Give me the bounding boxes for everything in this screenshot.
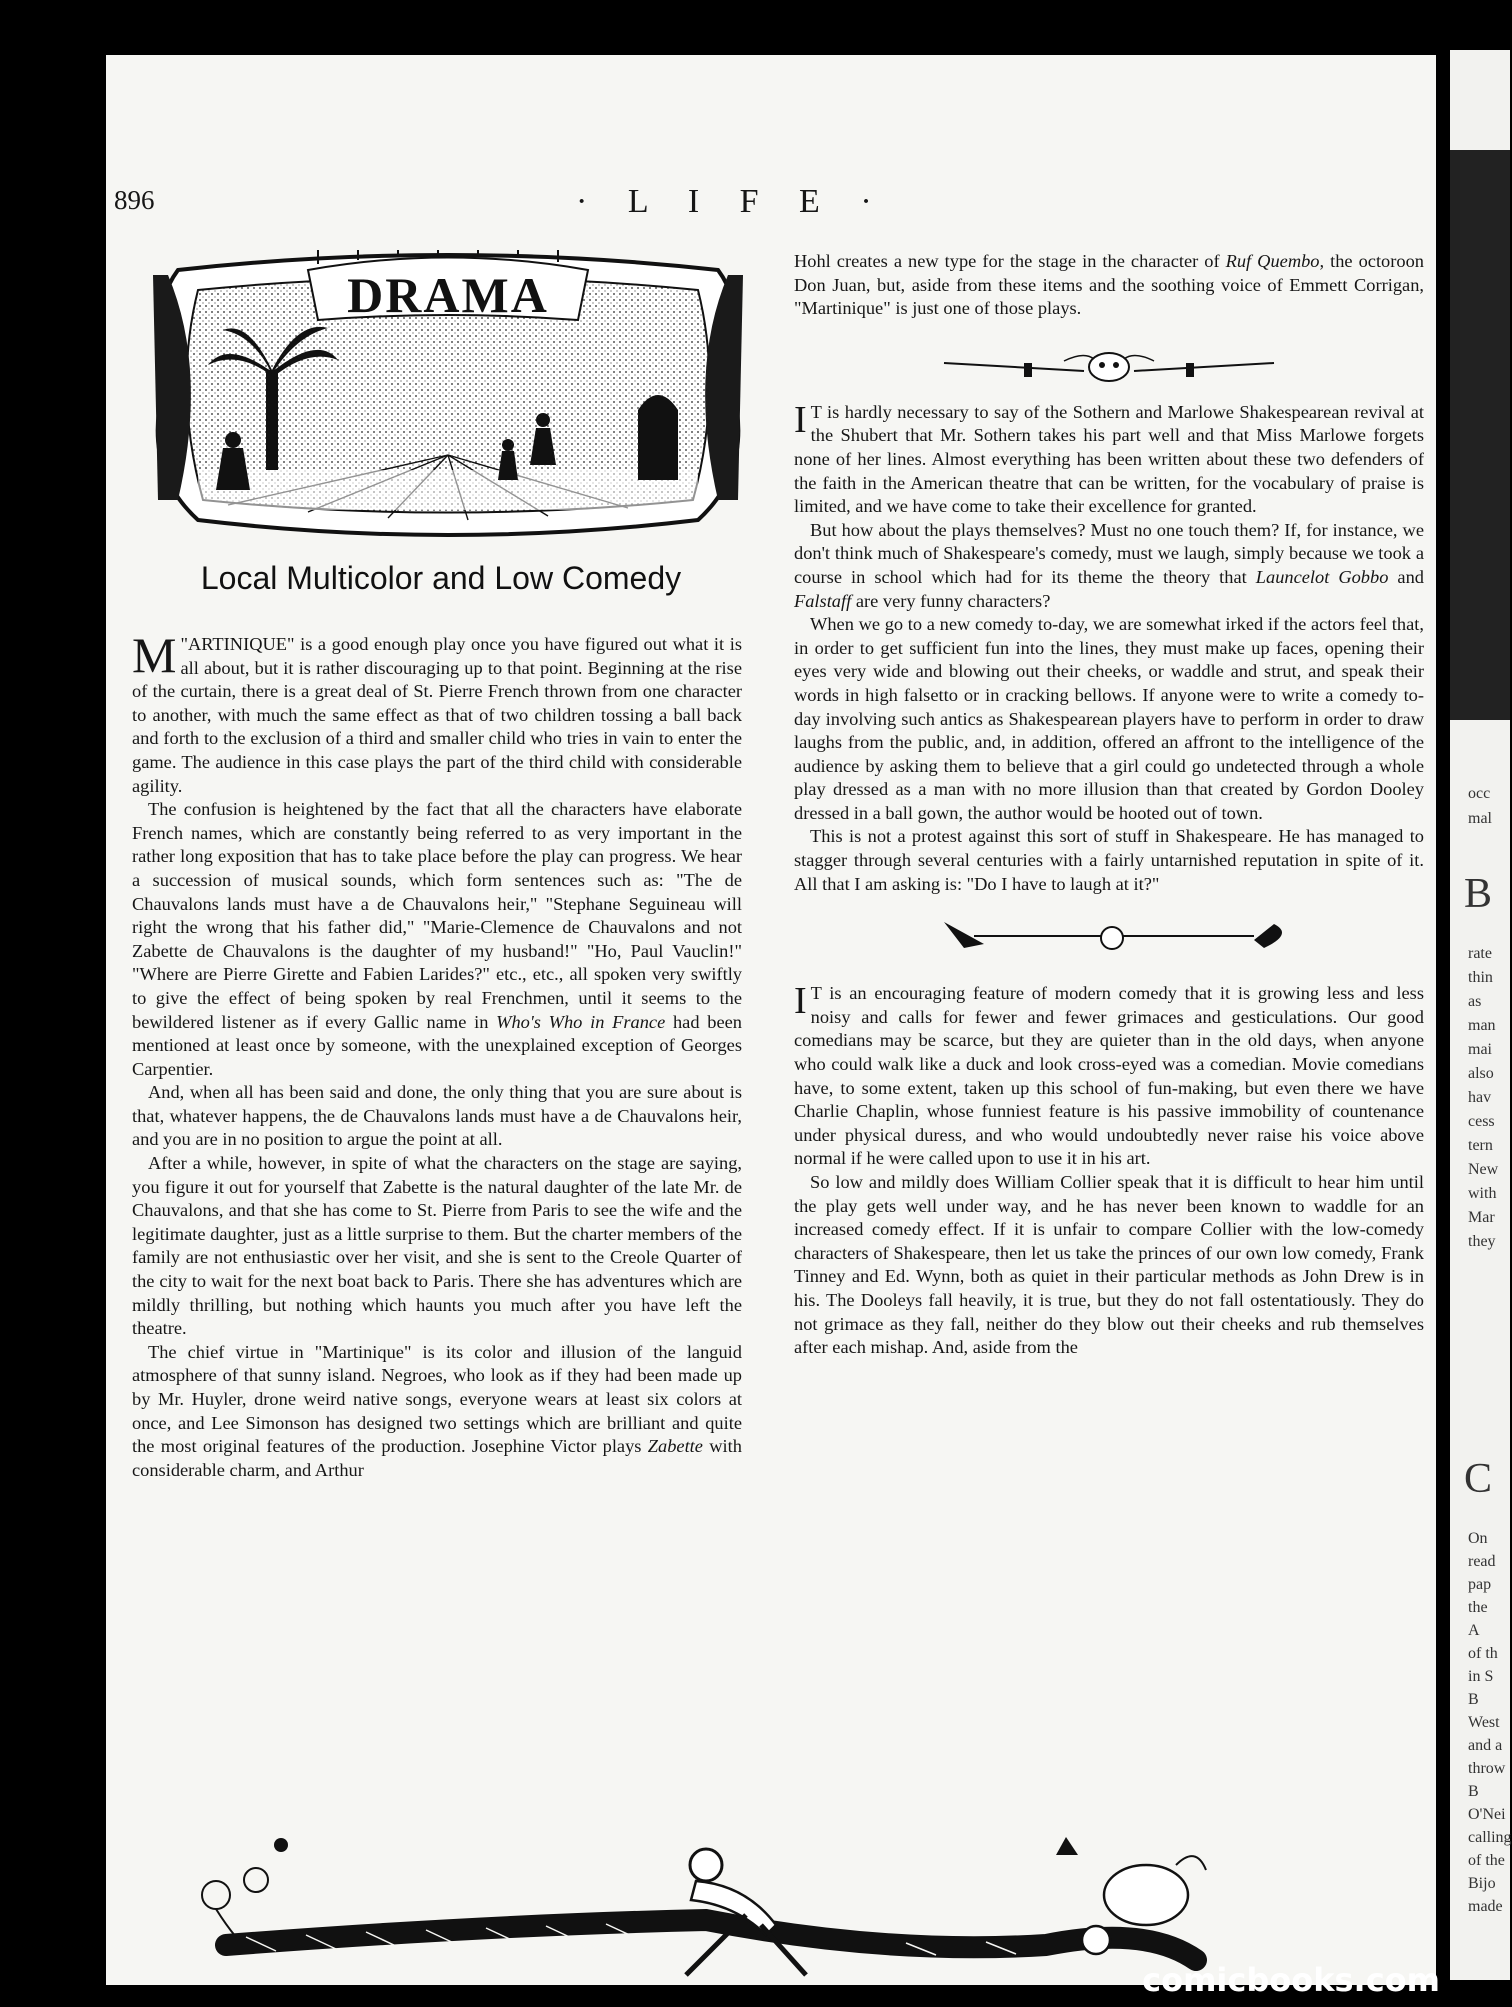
adjacent-illustration <box>1450 150 1510 720</box>
fragment-line: man <box>1468 1017 1496 1034</box>
paragraph: After a while, however, in spite of what the characters on the stage are saying, you figure it out for yourself that Zabette is the natural daughter of the late Mr. de Chauvalons, and that she has come to St. Pierre from Paris to see the wife and the legitimate daughter, just as a little surprise to them. But the charter members of the family are not enthusiastic over her visit, and she is sent to the Creole Quarter of the city to wait for the next boat back to Paris. There she has adventures which are mildly thrilling, but nothing which haunts you much after you have left the theatre. <box>132 1153 742 1339</box>
fragment-line: made <box>1468 1898 1503 1915</box>
fragment-line: On <box>1468 1530 1488 1547</box>
fragment-line: A <box>1468 1622 1480 1639</box>
fragment-line: calling <box>1468 1829 1512 1846</box>
drop-cap: M <box>132 627 177 683</box>
fragment-line: pap <box>1468 1576 1492 1593</box>
right-column <box>794 250 1424 1360</box>
drop-cap: I <box>794 980 807 1023</box>
fragment-line: of the <box>1468 1852 1505 1869</box>
paragraph: But how about the plays themselves? Must no one touch them? If, for instance, we don't think much of Shakespeare's comedy, must we laugh, simply because we took a course in school which had for its theme the theory that Launcelot Gobbo and Falstaff are very funny characters? <box>794 519 1424 611</box>
fragment-line: as <box>1468 993 1482 1010</box>
banner-title: DRAMA <box>347 267 549 323</box>
fragment-line: thin <box>1468 969 1493 986</box>
fragment-line: with <box>1468 1185 1497 1202</box>
fragment-line: cess <box>1468 1113 1495 1130</box>
fragment-line: and a <box>1468 1737 1503 1754</box>
masthead-title: · L I F E · <box>576 183 888 220</box>
fragment-line: throw <box>1468 1760 1506 1777</box>
fragment-text: occ <box>1468 785 1491 802</box>
paragraph: The confusion is heightened by the fact that all the characters have elaborate French names, which are constantly being referred to as very important in the rather long exposition that has to take place before the play can progress. We hear a succession of musical sounds, which form sentences such as: "The de Chauvalons lands must have a de Chauvalons heir," "Stephane Seguineau will right the wrong that his father did," "Marie-Clemence de Chauvalons and not Zabette de Chauvalons is the daughter of my husband!" "Ho, Paul Vauclin!" "Where are Pierre Girette and Fabien Larides?" etc., etc., all spoken very swiftly to give the effect of being spoken by real Frenchmen, until it seems to the bewildered listener as if every Gallic name in Who's Who in France had been mentioned at least once by someone, with the unexplained exception of Georges Carpentier. <box>132 799 742 1079</box>
paragraph: Hohl creates a new type for the stage in the character of Ruf Quembo, the octoroon Don Juan, but, aside from these items and the soothing voice of Emmett Corrigan, "Martinique" is just one of those plays. <box>794 251 1424 319</box>
fragment-line: in S <box>1468 1668 1494 1685</box>
magazine-page <box>106 55 1436 1985</box>
fragment-line: B <box>1468 1691 1479 1708</box>
fragment-line: tern <box>1468 1137 1493 1154</box>
fragment-capital: B <box>1464 871 1493 917</box>
paragraph: I T is an encouraging feature of modern comedy that it is growing less and less noisy and calls for fewer and fewer grimaces and gesticulations. Our good comedians may be scarce, but they are quieter than in the old days, when anyone who could walk like a duck and look cross-eyed was a comedian. Movie comedians have, to some extent, taken up this school of fun-making, but even there we have Charlie Chaplin, whose funniest feature is his passive immobility of countenance under physical duress, and who would undoubtedly never raise his voice above normal if he were called upon to use it in his art. <box>794 980 1424 1169</box>
left-column <box>132 627 742 1482</box>
figures-ornament <box>794 904 1424 968</box>
fragment-line: the <box>1468 1599 1488 1616</box>
fragment-line: rate <box>1468 945 1492 962</box>
fragment-text: mal <box>1468 810 1492 827</box>
page-number: 896 <box>114 185 155 215</box>
fragment-line: Mar <box>1468 1209 1495 1226</box>
fragment-line: New <box>1468 1161 1499 1178</box>
fragment-line: mai <box>1468 1041 1492 1058</box>
fragment-capital: C <box>1464 1456 1493 1502</box>
fragment-line: of th <box>1468 1645 1498 1662</box>
fragment-line: also <box>1468 1065 1494 1082</box>
paragraph: I T is hardly necessary to say of the Sothern and Marlowe Shakespearean revival at the Shubert that Mr. Sothern takes his part well and that Miss Marlowe forgets none of her lines. Almost everything has been written about these two defenders of the faith in the American theatre that can be written, for the vocabulary of praise is limited, and we have come to take their excellence for granted. <box>794 398 1424 517</box>
fragment-line: hav <box>1468 1089 1492 1106</box>
watermark: comicbooks.com <box>1142 1961 1440 1999</box>
paragraph: So low and mildly does William Collier speak that it is difficult to hear him until the play gets well under way, and he has never been known to waddle for an increased comedy effect. If it is unfair to compare Collier with the low-comedy characters of Shakespeare, then let us take the princes of our own low comedy, Frank Tinney and Ed. Wynn, both as quiet in their particular methods as John Drew is in his. The Dooleys fall heavily, it is true, but they do not fall ostentatiously. They do not grimace as they fall, neither do they blow out their cheeks and rub themselves after each mishap. And, aside from the <box>794 1172 1424 1358</box>
fragment-line: O'Nei <box>1468 1806 1506 1823</box>
fragment-line: West <box>1468 1714 1500 1731</box>
fragment-line: B <box>1468 1783 1479 1800</box>
sword-mask-ornament <box>794 333 1424 393</box>
fragment-line: Bijo <box>1468 1875 1496 1892</box>
fragment-line: read <box>1468 1553 1496 1570</box>
article-headline: Local Multicolor and Low Comedy <box>200 560 682 596</box>
adjacent-page-fragment <box>1450 50 1510 1980</box>
paragraph: And, when all has been said and done, the only thing that you are sure about is that, whatever happens, the de Chauvalons lands must have a de Chauvalons heir, and you are in no position to argue the point at all. <box>132 1082 742 1150</box>
drama-banner-illustration <box>138 250 758 545</box>
drop-cap: I <box>794 398 807 441</box>
fragment-line: they <box>1468 1233 1496 1250</box>
paragraph: This is not a protest against this sort of stuff in Shakespeare. He has managed to stagger through several centuries with a fairly untarnished reputation in spite of it. All that I am asking is: "Do I have to laugh at it?" <box>794 826 1424 894</box>
paragraph: The chief virtue in "Martinique" is its color and illusion of the languid atmosphere of that sunny island. Negroes, who look as if they had been made up by Mr. Huyler, drone weird native songs, everyone wears at least six colors at once, and Lee Simonson has designed two settings which are brilliant and quite the most original features of the production. Josephine Victor plays Zabette with considerable charm, and Arthur <box>132 1341 742 1480</box>
paragraph: " M ARTINIQUE" is a good enough play once you have figured out what it is all about, but it is rather discouraging up to that point. Beginning at the rise of the curtain, there is a great deal of St. Pierre French thrown from one character to another, with much the same effect as that of two children tossing a ball back and forth to the exclusion of a third and smaller child who tries in vain to enter the game. The audience in this case plays the part of the third child with considerable agility. <box>132 627 742 796</box>
paragraph: When we go to a new comedy to-day, we are somewhat irked if the actors feel that, in order to get sufficient fun into the lines, they must make up faces, opening their eyes very wide and blowing out their cheeks, or waddle and strut, and speak their words in high falsetto or in cracking bellows. If anyone were to write a comedy to-day involving such antics as Shakespearean players have to perform in order to draw laughs from the public, and, in addition, offered an affront to the intelligence of the audience by asking them to believe that a girl could go undetected through a whole play dressed as a man with no more illusion than that created by Gordon Dooley dressed in a ball gown, the author would be hooted out of town. <box>794 614 1424 823</box>
